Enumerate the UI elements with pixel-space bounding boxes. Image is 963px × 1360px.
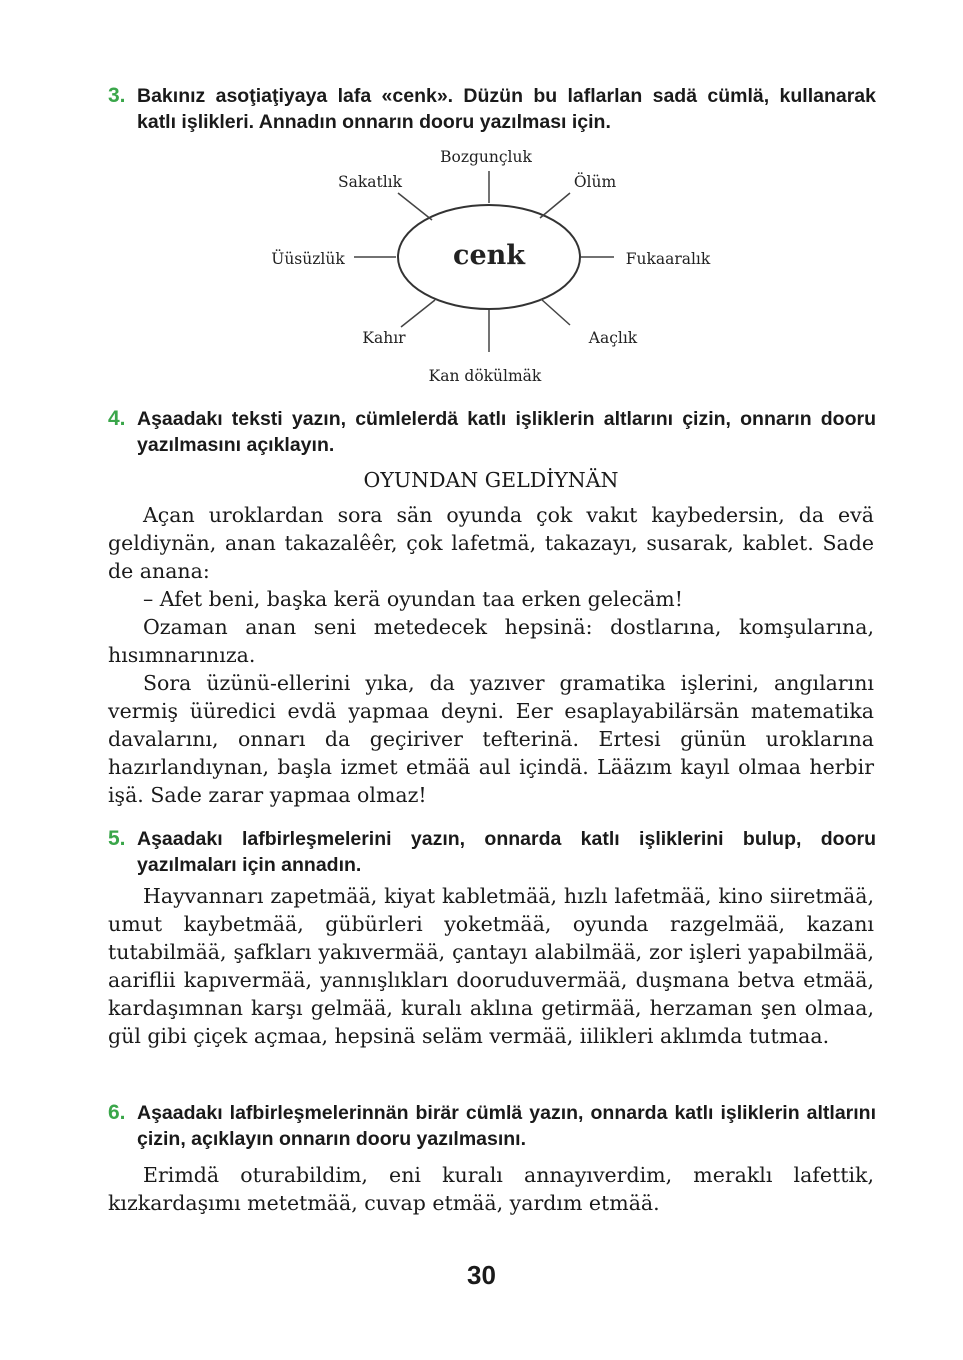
task-3-instruction	[108, 83, 876, 135]
task-text: Aşaadakı teksti yazın, cümlelerdä katlı işliklerin altlarını çizin, onnarın dooru yazılmasını açıklayın.	[137, 408, 876, 456]
ray-bottom-left	[401, 300, 435, 327]
story-paragraph: Ozaman anan seni metedecek hepsinä: dostlarına, komşularına, hısımnarınıza.	[108, 615, 874, 667]
story-title: OYUNDAN GELDİYNÄN	[363, 468, 619, 492]
story-paragraph: Açan uroklardan sora sän oyunda çok vakıt kaybedersin, da evä geldiynän, anan takazalêêr, çok lafetmä, takazayı, susarak, kablet. Sade de anana:	[108, 503, 874, 583]
task-5-body	[108, 882, 874, 1050]
word-left: Üüsüzlük	[271, 250, 345, 268]
task-number: 4.	[108, 407, 126, 430]
word-bottom-right: Aaçlık	[588, 329, 638, 347]
word-right: Fukaaralık	[625, 250, 711, 268]
task-number: 5.	[108, 827, 126, 850]
task-5-instruction	[108, 826, 876, 878]
task-text: Aşaadakı lafbirleşmelerini yazın, onnarda katlı işliklerini bulup, dooru yazılmaları için annadın.	[137, 828, 876, 876]
phrase-list: Erimdä oturabildim, eni kuralı annayıverdim, meraklı lafettik, kızkardaşımı metetmää, cuvap etmää, yardım etmää.	[108, 1163, 874, 1215]
center-word: cenk	[453, 240, 525, 271]
task-6-body	[108, 1161, 874, 1217]
phrase-list: Hayvannarı zapetmää, kiyat kabletmää, hızlı lafetmää, kino siiretmää, umut kaybetmää, gübürleri yoketmää, oyunda razgelmää, kazanı tutabilmää, şafkları yakıvermää, çantayı alabilmää, zor işleri yapabilmää, aariflii kapıvermää, yannışlıkları dooruduvermää, duşmana betva etmää, kardaşımnan karşı gelmää, kuralı aklına getirmää, herzaman şen olmaa, gül gibi çiçek açmaa, hepsinä seläm vermää, iilikleri aklımda tutmaa.	[108, 884, 874, 1048]
story-paragraph: Sora üzünü-ellerini yıka, da yazıver gramatika işlerini, angılarını vermiş üüredici evdä yapmaa deyni. Eer esaplayabilärsän matematika davalarını, onnarı da geçiriver tefterinä. Ertesi günün uroklarına hazırlandıynan, başla izmet etmää aul içindä. Lääzım kayıl olmaa herbir işä. Sade zarar yapmaa olmaz!	[108, 671, 874, 807]
task-6-instruction	[108, 1100, 876, 1152]
ray-top-left	[398, 193, 432, 220]
association-diagram	[258, 140, 718, 390]
page-number: 30	[467, 1260, 496, 1290]
task-text: Bakınız asoţiaţiyaya lafa «cenk». Düzün bu laflarlan sadä cümlä, kullanarak katlı işlikleri. Annadın onnarın dooru yazılması için.	[137, 85, 876, 133]
task-number: 3.	[108, 84, 126, 107]
ray-bottom-right	[541, 299, 570, 325]
task-text: Aşaadakı lafbirleşmelerinnän birär cümlä yazın, onnarda katlı işliklerin altlarını çizin, açıklayın onnarın dooru yazılmasını.	[137, 1102, 876, 1150]
word-top: Bozgunçluk	[440, 148, 532, 166]
word-top-left: Sakatlık	[337, 173, 403, 191]
word-top-right: Ölüm	[573, 173, 617, 191]
word-bottom: Kan dökülmäk	[428, 367, 542, 385]
story-paragraph: – Afet beni, başka kerä oyundan taa erken gelecäm!	[143, 587, 683, 611]
word-bottom-left: Kahır	[362, 329, 406, 347]
task-number: 6.	[108, 1101, 126, 1124]
ray-top-right	[540, 193, 570, 218]
task-4-instruction	[108, 406, 876, 458]
story-text	[108, 501, 874, 809]
